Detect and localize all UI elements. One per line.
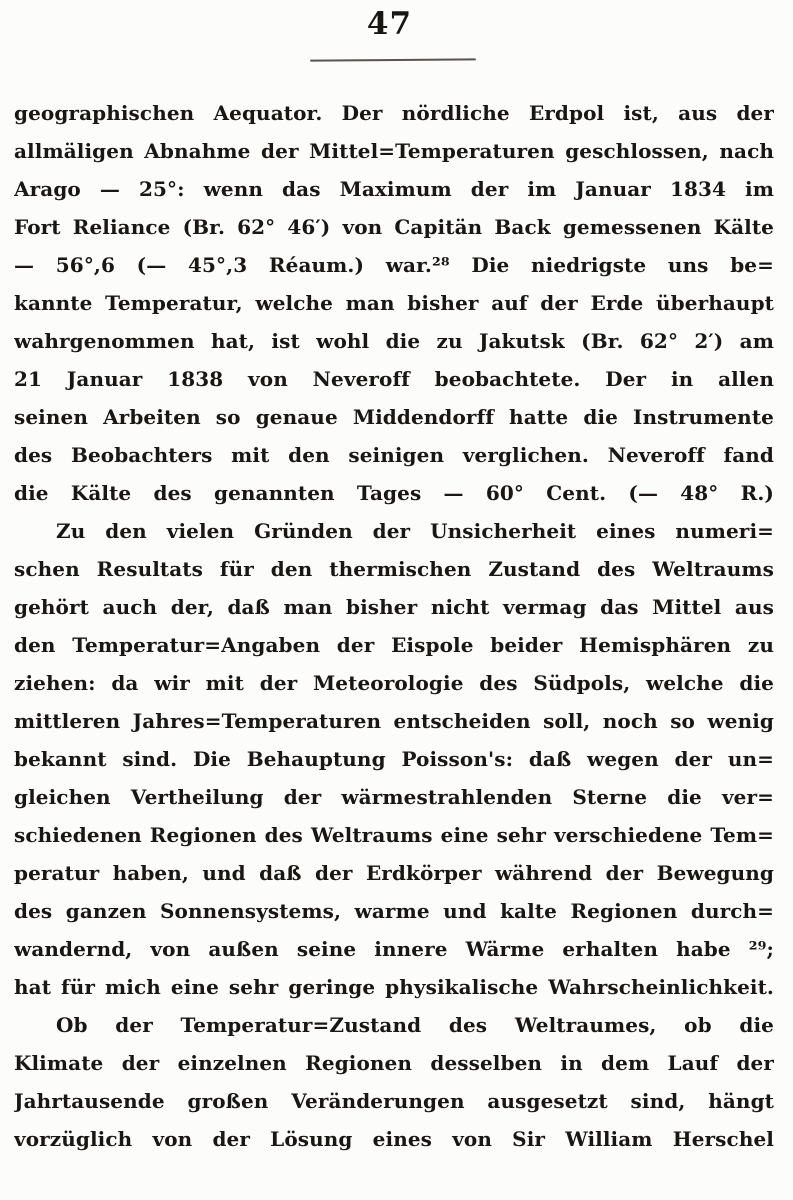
- text-line: kannte Temperatur, welche man bisher auf der Erde überhaupt: [14, 291, 774, 315]
- text-line: Arago — 25°: wenn das Maximum der im Januar 1834 im: [14, 177, 774, 201]
- text-line: gleichen Vertheilung der wärmestrahlenden Sterne die ver=: [14, 785, 774, 809]
- text-line: allmäligen Abnahme der Mittel=Temperaturen geschlossen, nach: [14, 139, 774, 163]
- text-line: 21 Januar 1838 von Neveroff beobachtete. Der in allen: [14, 367, 774, 391]
- text-line: wandernd, von außen seine innere Wärme erhalten habe ²⁹;: [14, 937, 774, 961]
- text-line: des ganzen Sonnensystems, warme und kalte Regionen durch=: [14, 899, 774, 923]
- text-line: vorzüglich von der Lösung eines von Sir William Herschel: [14, 1127, 774, 1151]
- header-rule: [310, 58, 476, 61]
- text-line: — 56°,6 (— 45°,3 Réaum.) war.²⁸ Die niedrigste uns be=: [14, 253, 774, 277]
- text-line: seinen Arbeiten so genaue Middendorff hatte die Instrumente: [14, 405, 774, 429]
- text-line: hat für mich eine sehr geringe physikalische Wahrscheinlichkeit.: [14, 975, 774, 999]
- text-line: schiedenen Regionen des Weltraums eine sehr verschiedene Tem=: [14, 823, 774, 847]
- text-line-paragraph-start: Zu den vielen Gründen der Unsicherheit eines numeri=: [56, 519, 774, 543]
- text-line: wahrgenommen hat, ist wohl die zu Jakutsk (Br. 62° 2′) am: [14, 329, 774, 353]
- text-line: Fort Reliance (Br. 62° 46′) von Capitän Back gemessenen Kälte: [14, 215, 774, 239]
- text-line: die Kälte des genannten Tages — 60° Cent. (— 48° R.): [14, 481, 774, 505]
- text-line: ziehen: da wir mit der Meteorologie des Südpols, welche die: [14, 671, 774, 695]
- text-line-paragraph-start: Ob der Temperatur=Zustand des Weltraumes, ob die: [56, 1013, 774, 1037]
- text-line: bekannt sind. Die Behauptung Poisson's: daß wegen der un=: [14, 747, 774, 771]
- text-line: mittleren Jahres=Temperaturen entscheiden soll, noch so wenig: [14, 709, 774, 733]
- text-line: Jahrtausende großen Veränderungen ausgesetzt sind, hängt: [14, 1089, 774, 1113]
- text-line: Klimate der einzelnen Regionen desselben in dem Lauf der: [14, 1051, 774, 1075]
- text-line: peratur haben, und daß der Erdkörper während der Bewegung: [14, 861, 774, 885]
- body-text: [14, 94, 774, 1158]
- text-line: des Beobachters mit den seinigen verglichen. Neveroff fand: [14, 443, 774, 467]
- page-number: 47: [366, 6, 413, 42]
- text-line: den Temperatur=Angaben der Eispole beider Hemisphären zu: [14, 633, 774, 657]
- text-line: gehört auch der, daß man bisher nicht vermag das Mittel aus: [14, 595, 774, 619]
- text-line: geographischen Aequator. Der nördliche Erdpol ist, aus der: [14, 101, 774, 125]
- text-line: schen Resultats für den thermischen Zustand des Weltraums: [14, 557, 774, 581]
